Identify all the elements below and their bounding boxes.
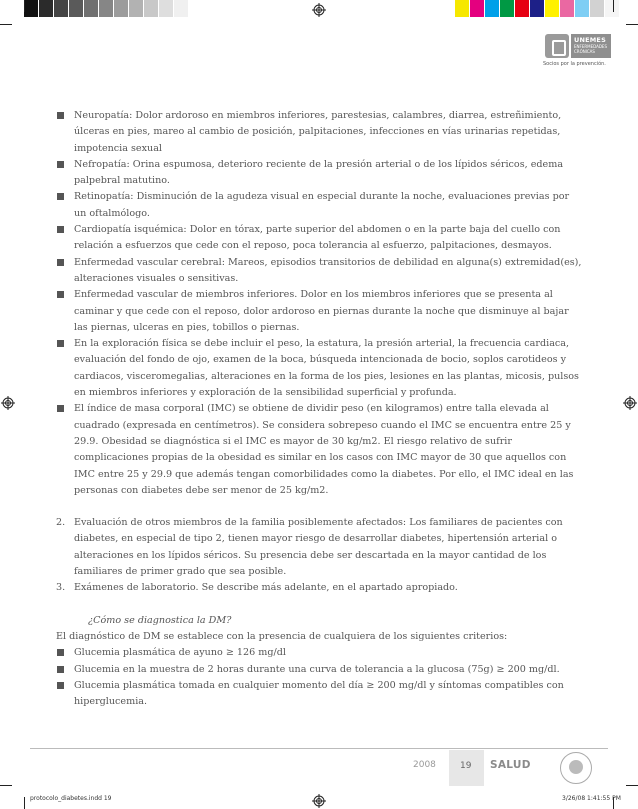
list-item: El índice de masa corporal (IMC) se obtiene de dividir peso (en kilogramos) entre talla elevada al cuadrado (expresada en centímetros). Se considera sobrepeso cuando el IMC se encuentra entre 25 y 29.9. Obesidad se diagnóstica si el IMC es mayor de 30 kg/m2. El riesgo relativo de sufrir complicaciones propias de la obesidad es similar en los casos con IMC mayor de 30 que aquellos con IMC entre 25 y 29.9 que además tengan comorbilidades como la diabetes. Por ello, el IMC ideal en las personas con diabetes debe ser menor de 25 kg/m2. bbox=[56, 401, 584, 499]
list-item: Glucemia en la muestra de 2 horas durante una curva de tolerancia a la glucosa (75g) ≥ 200 mg/dl. bbox=[56, 662, 584, 678]
color-swatch bbox=[174, 0, 189, 17]
color-swatch bbox=[24, 0, 39, 17]
crop-mark bbox=[613, 0, 614, 12]
footer-year: 2008 bbox=[413, 760, 436, 770]
color-swatch bbox=[144, 0, 159, 17]
registration-mark-icon bbox=[312, 3, 326, 17]
clipboard-icon bbox=[545, 34, 569, 58]
national-seal-icon bbox=[560, 752, 592, 784]
page-number: 19 bbox=[460, 761, 472, 771]
crop-mark bbox=[626, 24, 638, 25]
process-color-bar bbox=[455, 0, 620, 17]
print-slug-file: protocolo_diabetes.indd 19 bbox=[30, 795, 112, 802]
logo-slogan: Socios por la prevención. bbox=[543, 61, 606, 67]
section-subheading: ¿Cómo se diagnostica la DM? bbox=[88, 614, 232, 626]
color-swatch bbox=[530, 0, 545, 17]
crop-mark bbox=[24, 797, 25, 809]
color-swatch bbox=[500, 0, 515, 17]
list-item: Glucemia plasmática tomada en cualquier momento del día ≥ 200 mg/dl y síntomas compatibles con hiperglucemia. bbox=[56, 678, 584, 711]
color-swatch bbox=[515, 0, 530, 17]
crop-mark bbox=[0, 785, 12, 786]
list-item bbox=[56, 580, 584, 596]
crop-mark bbox=[626, 785, 638, 786]
list-item: Glucemia plasmática de ayuno ≥ 126 mg/dl bbox=[56, 645, 584, 661]
color-swatch bbox=[39, 0, 54, 17]
logo-subtitle: ENFERMEDADES CRÓNICAS bbox=[574, 44, 607, 54]
color-swatch bbox=[590, 0, 605, 17]
list-item: En la exploración física se debe incluir el peso, la estatura, la presión arterial, la frecuencia cardiaca, evaluación del fondo de ojo, examen de la boca, búsqueda intencionada de bocio, soplos carotideos y cardiacos, visceromegalias, alteraciones en la forma de los pies, lesiones en las plantas, micosis, pulsos en miembros inferiores y exploración de la sensibilidad superficial y profunda. bbox=[56, 336, 584, 401]
crop-mark bbox=[0, 24, 12, 25]
steps-list bbox=[56, 515, 584, 596]
criteria-list bbox=[56, 645, 584, 710]
list-item: Enfermedad vascular de miembros inferiores. Dolor en los miembros inferiores que se presenta al caminar y que cede con el reposo, dolor ardoroso en piernas durante la noche que disminuye al bajar las piernas, ulceras en pies, tobillos o piernas. bbox=[56, 287, 584, 336]
color-swatch bbox=[54, 0, 69, 17]
step-text: Evaluación de otros miembros de la familia posiblemente afectados: Los familiares de pacientes con diabetes, en especial de tipo 2, tienen mayor riesgo de desarrollar diabetes, hipertensión arterial o alteraciones en los lípidos séricos. Su presencia debe ser descartada en la mayor cantidad de los familiares de primer grado que sea posible. bbox=[74, 517, 563, 578]
salud-brand: SALUD bbox=[490, 759, 531, 771]
color-swatch bbox=[575, 0, 590, 17]
registration-mark-icon bbox=[1, 396, 15, 410]
color-swatch bbox=[129, 0, 144, 17]
step-number: 2. bbox=[56, 517, 66, 529]
unemes-logo bbox=[541, 30, 613, 74]
list-item: Enfermedad vascular cerebral: Mareos, episodios transitorios de debilidad en alguna(s) extremidad(es), alteraciones visuales o sensitivas. bbox=[56, 255, 584, 288]
color-swatch bbox=[455, 0, 470, 17]
color-swatch bbox=[84, 0, 99, 17]
list-item: Cardiopatía isquémica: Dolor en tórax, parte superior del abdomen o en la parte baja del cuello con relación a esfuerzos que cede con el reposo, poca tolerancia al esfuerzo, palpitaciones, desmayos. bbox=[56, 222, 584, 255]
logo-title: UNEMES bbox=[574, 36, 606, 44]
color-swatch bbox=[545, 0, 560, 17]
color-swatch bbox=[159, 0, 174, 17]
footer-divider bbox=[30, 748, 608, 749]
registration-mark-icon bbox=[312, 794, 326, 808]
step-text: Exámenes de laboratorio. Se describe más adelante, en el apartado apropiado. bbox=[74, 582, 458, 594]
color-swatch bbox=[99, 0, 114, 17]
color-swatch bbox=[69, 0, 84, 17]
main-content bbox=[56, 108, 584, 710]
list-item: Retinopatía: Disminución de la agudeza visual en especial durante la noche, evaluaciones previas por un oftalmólogo. bbox=[56, 189, 584, 222]
registration-mark-icon bbox=[623, 396, 637, 410]
color-swatch bbox=[114, 0, 129, 17]
diagnosis-intro: El diagnóstico de DM se establece con la presencia de cualquiera de los siguientes criterios: bbox=[56, 630, 508, 642]
step-number: 3. bbox=[56, 582, 66, 594]
color-swatch bbox=[470, 0, 485, 17]
list-item: Neuropatía: Dolor ardoroso en miembros inferiores, parestesias, calambres, diarrea, estreñimiento, úlceras en pies, mareo al cambio de posición, palpitaciones, infecciones en vías urinarias repetidas, impotencia sexual bbox=[56, 108, 584, 157]
color-swatch bbox=[485, 0, 500, 17]
crop-mark bbox=[24, 0, 25, 12]
symptom-list bbox=[56, 108, 584, 499]
logo-box bbox=[571, 34, 611, 58]
grayscale-color-bar bbox=[24, 0, 189, 17]
print-slug-date: 3/26/08 1:41:55 PM bbox=[562, 795, 621, 802]
list-item: Nefropatía: Orina espumosa, deterioro reciente de la presión arterial o de los lípidos séricos, edema palpebral matutino. bbox=[56, 157, 584, 190]
color-swatch bbox=[560, 0, 575, 17]
list-item bbox=[56, 515, 584, 580]
